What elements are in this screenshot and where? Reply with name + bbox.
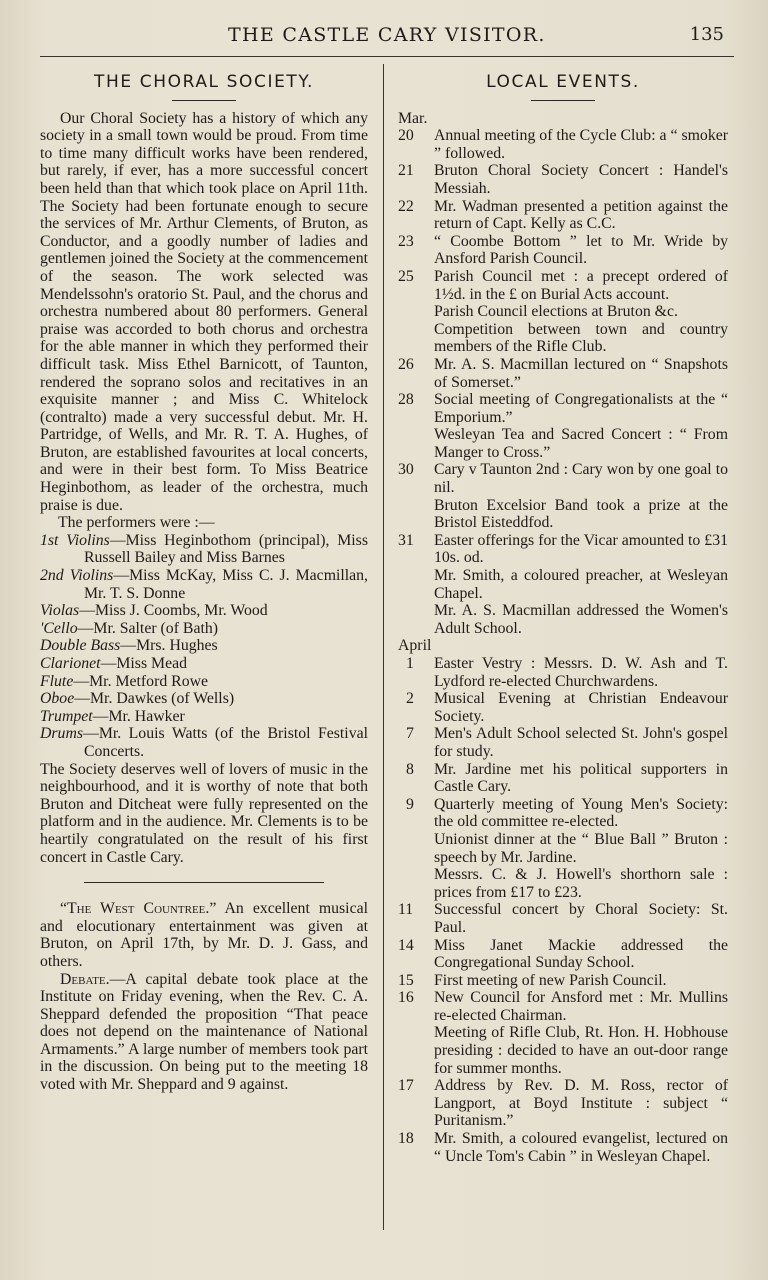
performer-entry [40,673,368,691]
instrument-label: Double Bass [40,637,121,655]
event-entry [398,655,728,690]
event-continuation: Bruton Excelsior Band took a prize at the Bristol Eisteddfod. [434,496,728,532]
event-entry [398,761,728,796]
event-text: Bruton Choral Society Concert : Handel's Messiah. [434,162,728,197]
event-text: Annual meeting of the Cycle Club: a “ smoker ” followed. [434,127,728,162]
event-entry [398,937,728,972]
event-day: 21 [398,162,414,180]
event-day: 30 [398,461,414,479]
event-text: Mr. Jardine met his political supporters in Castle Cary. [434,760,728,796]
performer-names: —Mr. Dawkes (of Wells) [74,690,235,708]
performers-list [40,532,368,761]
event-continuation: Messrs. C. & J. Howell's shorthorn sale : prices from £17 to £23. [434,866,728,901]
west-countree-paragraph [40,900,368,970]
performer-entry [40,532,368,567]
instrument-label: Clarionet [40,655,101,672]
event-day: 1 [406,655,414,672]
event-day: 14 [398,936,414,954]
april-events [398,655,728,1165]
event-text: Musical Evening at Christian Endeavour Society. [434,690,728,725]
performer-entry [40,620,368,638]
performer-entry [40,708,368,726]
left-column [40,72,368,1094]
event-entry [398,198,728,233]
event-day: 7 [406,725,414,743]
event-day: 11 [398,901,414,919]
event-text: Mr. Wadman presented a petition against the return of Capt. Kelly as C.C. [434,197,728,233]
event-day: 22 [398,197,414,215]
page-number: 135 [689,24,724,45]
performer-names: —Miss Mead [100,655,188,672]
instrument-label: Oboe [40,690,75,708]
section-rule [84,882,324,883]
performer-entry [40,690,368,708]
event-entry [398,391,728,426]
event-entry [398,233,728,268]
event-day: 28 [398,391,414,409]
performer-names: —Mr. Louis Watts (of the Bristol Festival Concerts. [83,725,368,760]
event-text: Quarterly meeting of Young Men's Society: the old committee re-elected. [434,795,728,831]
performer-entry [40,602,368,620]
instrument-label: 1st Violins [40,531,110,549]
event-continuation: Unionist dinner at the “ Blue Ball ” Bruton : speech by Mr. Jardine. [434,830,728,866]
performer-entry [40,725,368,760]
event-continuation: Parish Council elections at Bruton &c. [434,303,678,321]
event-entry [398,162,728,197]
performer-entry [40,637,368,655]
west-countree-lead: “The West Countree.” [60,900,217,918]
performer-names: —Mr. Salter (of Bath) [77,619,218,637]
event-day: 26 [398,355,414,373]
event-day: 23 [398,232,414,250]
event-continuation: Wesleyan Tea and Sacred Concert : “ From Manger to Cross.” [434,426,728,461]
performer-names: —Mr. Hawker [92,707,185,725]
event-day: 9 [406,795,414,813]
heading-rule [172,100,236,101]
local-events-heading: LOCAL EVENTS. [486,72,640,92]
event-entry [398,1130,728,1165]
performer-names: —Miss J. Coombs, Mr. Wood [79,602,268,620]
heading-rule [531,100,595,101]
event-day: 17 [398,1077,414,1095]
west-countree-text: An excellent musical and elocutionary entertainment was given at Bruton, on April 17th, by Mr. D. J. Gass, and others. [40,900,368,970]
choral-society-heading: THE CHORAL SOCIETY. [94,72,314,92]
event-text: First meeting of new Parish Council. [434,971,667,989]
performer-names: —Miss Heginbothom (principal), Miss Russell Bailey and Miss Barnes [84,531,368,567]
event-text: Mr. A. S. Macmillan lectured on “ Snapshots of Somerset.” [434,355,728,391]
event-text: “ Coombe Bottom ” let to Mr. Wride by Ansford Parish Council. [434,232,728,268]
event-entry [398,725,728,760]
event-entry [398,532,728,567]
event-text: Cary v Taunton 2nd : Cary won by one goal to nil. [434,461,728,497]
header-rule [40,56,734,57]
event-entry [398,972,728,990]
right-column [398,72,728,1165]
event-day: 18 [398,1130,414,1148]
month-label-mar: Mar. [398,109,428,127]
instrument-label: 2nd Violins [40,567,114,585]
event-text: Parish Council met : a precept ordered of 1½d. in the £ on Burial Acts account. [434,267,728,303]
event-entry [398,796,728,831]
event-entry [398,127,728,162]
debate-paragraph [40,971,368,1094]
event-entry [398,901,728,936]
instrument-label: Violas [40,602,80,620]
event-day: 15 [398,971,414,989]
event-day: 8 [406,760,414,778]
event-text: New Council for Ansford met : Mr. Mullins re-elected Chairman. [434,989,728,1024]
performer-entry [40,567,368,602]
event-entry [398,989,728,1024]
choral-closing-paragraph: The Society deserves well of lovers of music in the neighbourhood, and it is worthy of note that both Bruton and Ditcheat were fully represented on the platform and in the audience. Mr. Clements is to be heartily congratulated on the result of his first concert in Castle Cary. [40,760,368,866]
event-text: Mr. Smith, a coloured evangelist, lectured on “ Uncle Tom's Cabin ” in Wesleyan Chapel. [434,1130,728,1165]
debate-text: —A capital debate took place at the Institute on Friday evening, when the Rev. C. A. Sheppard defended the proposition “That peace does not depend on the maintenance of National Armaments.” A large number of members took part in the discussion. On being put to the meeting 18 voted with Mr. Sheppard and 9 against. [40,970,368,1094]
instrument-label: Drums [40,725,84,743]
column-divider [383,64,384,1230]
month-label-apr: April [398,637,432,655]
debate-lead: Debate. [60,970,110,988]
event-continuation: Competition between town and country members of the Rifle Club. [434,320,728,356]
event-text: Successful concert by Choral Society: St. Paul. [434,901,728,936]
event-text: Men's Adult School selected St. John's gospel for study. [434,725,728,760]
event-entry [398,356,728,391]
event-day: 2 [406,690,414,708]
performer-entry [40,655,368,673]
event-text: Easter Vestry : Messrs. D. W. Ash and T. Lydford re-elected Churchwardens. [434,655,728,690]
event-entry [398,690,728,725]
event-entry [398,461,728,496]
event-text: Miss Janet Mackie addressed the Congregational Sunday School. [434,936,728,972]
event-continuation: Mr. Smith, a coloured preacher, at Wesleyan Chapel. [434,567,728,602]
event-entry [398,1077,728,1130]
event-text: Easter offerings for the Vicar amounted to £31 10s. od. [434,531,728,567]
instrument-label: Trumpet [40,707,93,725]
performer-names: —Mr. Metford Rowe [73,672,209,690]
event-continuation: Meeting of Rifle Club, Rt. Hon. H. Hobhouse presiding : decided to have an out-door range for summer months. [434,1024,728,1077]
event-day: 25 [398,267,414,285]
event-entry [398,268,728,303]
choral-intro-paragraph: Our Choral Society has a history of which any society in a small town would be proud. From time to time many difficult works have been rendered, but rarely, if ever, has a more successful concert been held than that which took place on April 11th. The Society had been fortunate enough to secure the services of Mr. Arthur Clements, of Bruton, as Conductor, and a goodly number of ladies and gentlemen joined the Society at the commencement of the season. The work selected was Mendelssohn's oratorio St. Paul, and the chorus and orchestra numbered about 80 performers. General praise was accorded to both chorus and orchestra for the able manner in which they performed their difficult task. Miss Ethel Barnicott, of Taunton, rendered the soprano solos and recitatives in an exquisite manner ; and Miss C. Whitelock (contralto) made a very successful debut. Mr. H. Partridge, of Wells, and Mr. R. T. A. Hughes, of Bruton, are established favourites at local concerts, and were in their best form. To Miss Beatrice Heginbothom, as leader of the orchestra, much praise is due. [40,109,368,514]
event-text: Address by Rev. D. M. Ross, rector of Langport, at Boyd Institute : subject “ Puritanism.” [434,1077,728,1130]
publication-title: THE CASTLE CARY VISITOR. [228,24,546,46]
instrument-label: Flute [40,672,74,690]
instrument-label: 'Cello [40,619,78,637]
event-continuation: Mr. A. S. Macmillan addressed the Women's Adult School. [434,602,728,637]
event-day: 16 [398,989,414,1007]
event-day: 20 [398,127,414,145]
event-text: Social meeting of Congregationalists at the “ Emporium.” [434,391,728,426]
running-head [0,24,768,52]
performers-intro: The performers were :— [58,514,215,532]
march-events [398,127,728,637]
performer-names: —Mrs. Hughes [120,637,218,655]
performer-names: —Miss McKay, Miss C. J. Macmillan, Mr. T. S. Donne [84,567,369,602]
event-day: 31 [398,531,414,549]
